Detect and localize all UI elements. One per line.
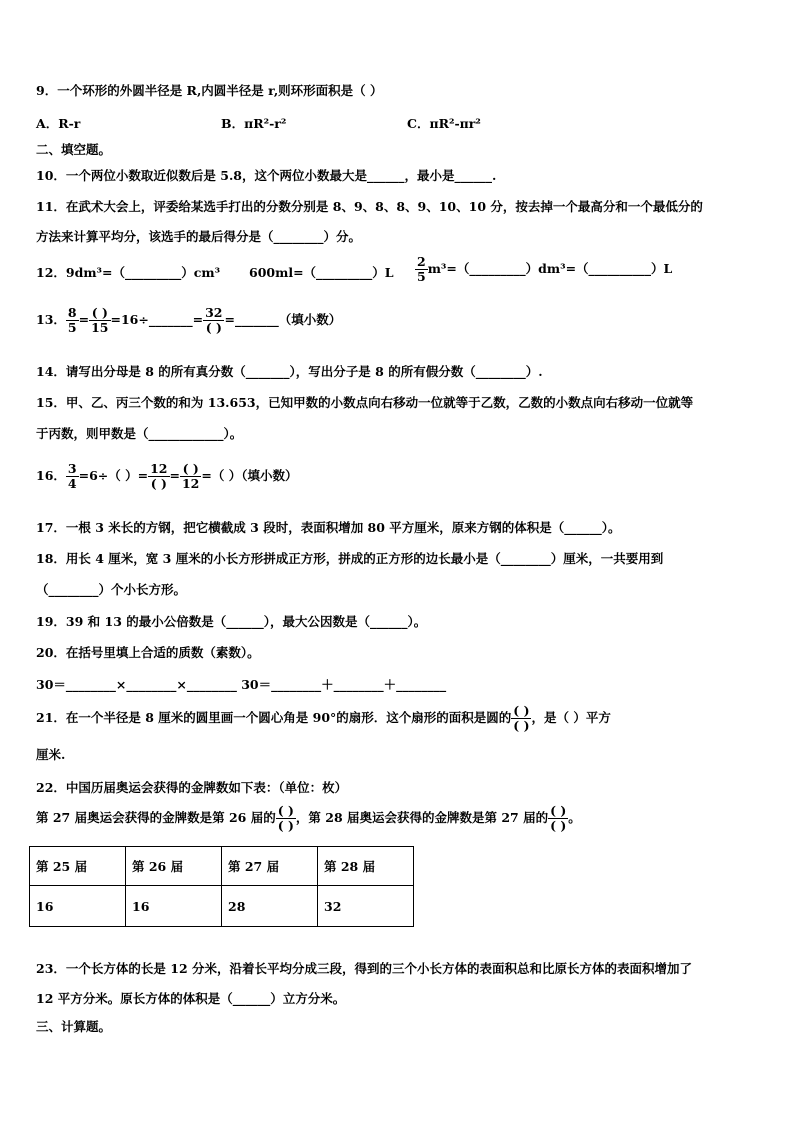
q16-f2-num: 12 xyxy=(150,461,168,476)
q16-fraction-3 xyxy=(180,462,201,491)
q13-f3-den: ( ) xyxy=(203,320,224,335)
q16-fraction-1 xyxy=(66,462,79,491)
q16-f2-den: ( ) xyxy=(148,476,169,491)
q12-frac-den: 5 xyxy=(417,269,426,284)
q23-line2: 12 平方分米。原长方体的体积是（______）立方分米。 xyxy=(36,991,346,1006)
q12-part-b: 600ml=（_________）L xyxy=(249,265,394,280)
q20-line2: 30＝________×________×________ 30＝________＋________＋________ xyxy=(36,677,447,692)
medal-table-header: 第 26 届 xyxy=(126,847,222,886)
q21-line2: 厘米. xyxy=(36,747,66,762)
q22-text-c: 。 xyxy=(568,810,581,825)
q19: 19．39 和 13 的最小公倍数是（______），最大公因数是（______）。 xyxy=(36,614,427,629)
q21-text-b: ，是（ ）平方 xyxy=(531,710,611,725)
q21-text-a: 21．在一个半径是 8 厘米的圆里画一个圆心角是 90°的扇形．这个扇形的面积是圆的 xyxy=(36,710,512,725)
medal-table-cell: 16 xyxy=(126,886,222,927)
q13-label: 13． xyxy=(36,312,66,327)
q12-frac-num: 2 xyxy=(417,254,426,269)
q21-frac-num: ( ) xyxy=(513,703,530,718)
q13-f3-num: 32 xyxy=(205,305,223,320)
q13-f2-num: ( ) xyxy=(91,305,108,320)
q16-tail: =（ ）（填小数） xyxy=(201,468,298,483)
q11-line1: 11．在武术大会上，评委给某选手打出的分数分别是 8、9、8、8、9、10、10 分，按去掉一个最高分和一个最低分的 xyxy=(36,199,703,214)
q13-f2-den: 15 xyxy=(91,320,109,335)
q16-f1-num: 3 xyxy=(67,461,77,476)
medal-table-cell: 32 xyxy=(318,886,414,927)
medal-table-header-row xyxy=(30,847,414,886)
q13-f1-den: 5 xyxy=(67,320,77,335)
q22-fraction-2 xyxy=(548,804,568,833)
q21-frac-den: ( ) xyxy=(513,718,530,733)
q16-f3-den: 12 xyxy=(181,476,200,491)
q16-f3-num: ( ) xyxy=(182,461,199,476)
q16 xyxy=(36,462,297,491)
medal-table-header: 第 25 届 xyxy=(30,847,126,886)
medal-table-header: 第 28 届 xyxy=(318,847,414,886)
q22-line2 xyxy=(36,804,581,833)
q21-fraction xyxy=(511,704,531,733)
section-heading-calculation: 三、计算题。 xyxy=(36,1019,112,1034)
q18-line2: （________）个小长方形。 xyxy=(36,582,187,597)
q13-fraction-1 xyxy=(66,306,79,335)
q13-fraction-3 xyxy=(203,306,224,335)
q22-f2-num: ( ) xyxy=(550,803,567,818)
q13-eq: = xyxy=(78,312,90,327)
q16-f1-den: 4 xyxy=(67,476,77,491)
medal-table xyxy=(29,846,414,927)
medal-table-value-row xyxy=(30,886,414,927)
medal-table-header: 第 27 届 xyxy=(222,847,318,886)
q22-f1-den: ( ) xyxy=(277,818,294,833)
q23-line1: 23．一个长方体的长是 12 分米，沿着长平均分成三段，得到的三个小长方体的表面积总和比原长方体的表面积增加了 xyxy=(36,961,692,976)
q16-fraction-2 xyxy=(148,462,169,491)
q22-line1: 22．中国历届奥运会获得的金牌数如下表：（单位：枚） xyxy=(36,780,348,795)
q12-part-c-text: m³=（_________）dm³=（__________）L xyxy=(427,261,673,276)
q21-line1 xyxy=(36,704,611,733)
q22-f1-num: ( ) xyxy=(277,803,294,818)
q13-mid: =16÷_______= xyxy=(110,312,204,327)
q9-option-c: C．πR²-πr² xyxy=(407,116,481,131)
q22-fraction-1 xyxy=(276,804,296,833)
q20-line1: 20．在括号里填上合适的质数（素数）。 xyxy=(36,645,260,660)
q16-mid: =6÷（ ）= xyxy=(78,468,149,483)
q22-text-a: 第 27 届奥运会获得的金牌数是第 26 届的 xyxy=(36,810,276,825)
q13-fraction-2 xyxy=(89,306,110,335)
q9-stem: 9．一个环形的外圆半径是 R,内圆半径是 r,则环形面积是（ ） xyxy=(36,83,383,98)
q12-part-c xyxy=(415,255,672,284)
q11-line2: 方法来计算平均分，该选手的最后得分是（________）分。 xyxy=(36,229,362,244)
q10: 10．一个两位小数取近似数后是 5.8，这个两位小数最大是______，最小是______. xyxy=(36,168,497,183)
q15-line1: 15．甲、乙、丙三个数的和为 13.653，已知甲数的小数点向右移动一位就等于乙数，乙数的小数点向右移动一位就等 xyxy=(36,395,694,410)
q12-fraction xyxy=(415,255,428,284)
q15-line2: 于丙数，则甲数是（____________）。 xyxy=(36,426,243,441)
q18-line1: 18．用长 4 厘米，宽 3 厘米的小长方形拼成正方形，拼成的正方形的边长最小是（________）厘米，一共要用到 xyxy=(36,551,664,566)
q16-eq: = xyxy=(169,468,180,483)
q17: 17．一根 3 米长的方钢，把它横截成 3 段时，表面积增加 80 平方厘米，原来方钢的体积是（______）。 xyxy=(36,520,621,535)
q16-label: 16． xyxy=(36,468,66,483)
q13-f1-num: 8 xyxy=(67,305,77,320)
q22-text-b: ，第 28 届奥运会获得的金牌数是第 27 届的 xyxy=(295,810,549,825)
medal-table-cell: 28 xyxy=(222,886,318,927)
q14: 14．请写出分母是 8 的所有真分数（_______），写出分子是 8 的所有假分数（________）. xyxy=(36,364,543,379)
q13-tail: =_______（填小数） xyxy=(224,312,342,327)
q12-part-a: 12．9dm³=（_________）cm³ xyxy=(36,265,221,280)
q22-f2-den: ( ) xyxy=(550,818,567,833)
section-heading-fill-blank: 二、填空题。 xyxy=(36,142,112,157)
q9-option-b: B．πR²-r² xyxy=(221,116,287,131)
q9-option-a: A．R-r xyxy=(36,116,81,131)
medal-table-cell: 16 xyxy=(30,886,126,927)
q13 xyxy=(36,306,341,335)
